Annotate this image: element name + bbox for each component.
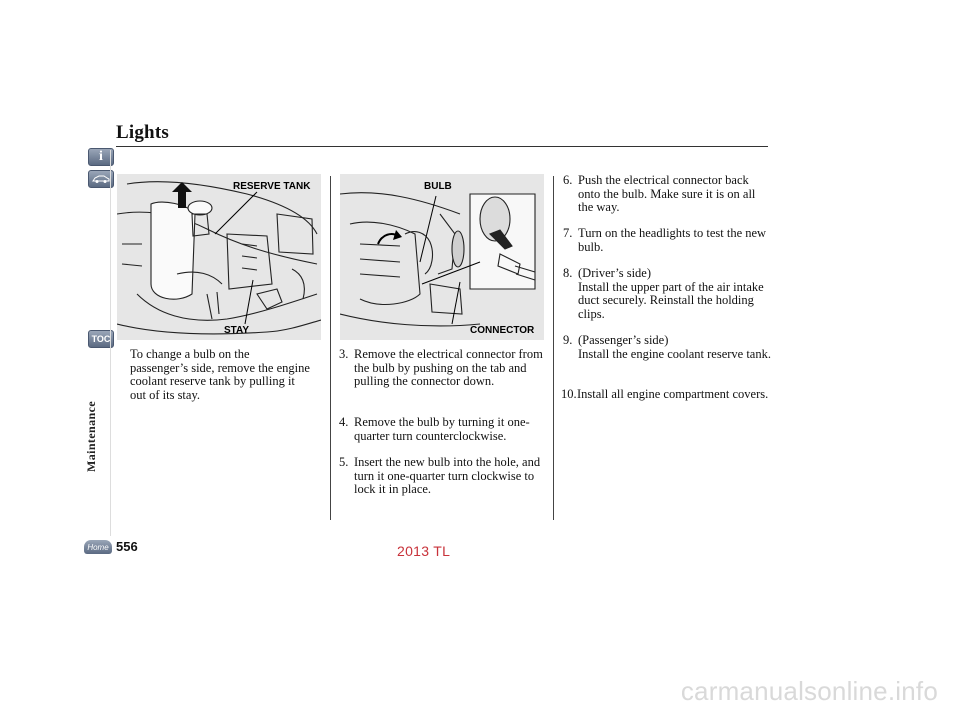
step-number: 5. — [339, 455, 349, 469]
label-stay: STAY — [224, 325, 250, 336]
figure-reserve-tank — [117, 174, 321, 340]
section-side-label: Maintenance — [84, 400, 98, 472]
step-text: Push the electrical connector back onto the bulb. Make sure it is on all the way. — [578, 173, 756, 215]
step-10 — [561, 388, 773, 402]
step-4 — [339, 416, 547, 443]
step-number: 9. — [563, 333, 573, 347]
label-bulb: BULB — [424, 181, 452, 192]
step-subtext: Install the engine coolant reserve tank. — [578, 346, 771, 361]
home-label: Home — [87, 542, 109, 552]
step-text: Insert the new bulb into the hole, and turn it one-quarter turn clockwise to lock it in place. — [354, 455, 541, 497]
figure-bulb-connector — [340, 174, 544, 340]
intro-paragraph: To change a bulb on the passenger’s side, remove the engine coolant reserve tank by pulling it out of its stay. — [130, 347, 310, 402]
site-watermark: carmanualsonline.info — [680, 676, 938, 706]
toc-label: TOC — [91, 334, 111, 344]
step-text: Remove the electrical connector from the bulb by pushing on the tab and pulling the connector down. — [354, 347, 543, 389]
step-text: Remove the bulb by turning it one-quarter turn counterclockwise. — [354, 415, 530, 443]
column-divider-2 — [553, 176, 554, 520]
step-3 — [339, 348, 544, 389]
car-icon — [91, 174, 111, 184]
step-text: (Passenger’s side) — [578, 333, 669, 347]
info-icon: i — [99, 149, 103, 164]
engine-illustration-left — [117, 174, 321, 340]
step-text: Turn on the headlights to test the new bulb. — [578, 226, 767, 254]
step-number: 3. — [339, 347, 349, 361]
step-text: (Driver’s side) — [578, 266, 652, 280]
title-rule — [116, 146, 768, 147]
page-number: 556 — [116, 539, 138, 554]
label-connector: CONNECTOR — [470, 325, 535, 336]
step-9 — [563, 334, 773, 361]
step-6 — [563, 174, 773, 215]
home-button[interactable] — [84, 540, 112, 554]
step-text: Install all engine compartment covers. — [577, 387, 769, 401]
section-title: Lights — [116, 122, 169, 143]
model-watermark: 2013 TL — [397, 543, 451, 559]
step-8 — [563, 267, 773, 321]
step-number: 6. — [563, 173, 573, 187]
step-subtext: Install the upper part of the air intake duct securely. Reinstall the holding clips. — [578, 279, 764, 321]
step-5 — [339, 456, 544, 497]
step-number: 8. — [563, 266, 573, 280]
engine-illustration-right — [340, 174, 544, 340]
step-number: 10. — [561, 387, 577, 401]
label-reserve-tank: RESERVE TANK — [233, 181, 311, 192]
side-rule — [110, 150, 111, 536]
step-number: 4. — [339, 415, 349, 429]
column-divider-1 — [330, 176, 331, 520]
step-7 — [563, 227, 773, 254]
step-number: 7. — [563, 226, 573, 240]
